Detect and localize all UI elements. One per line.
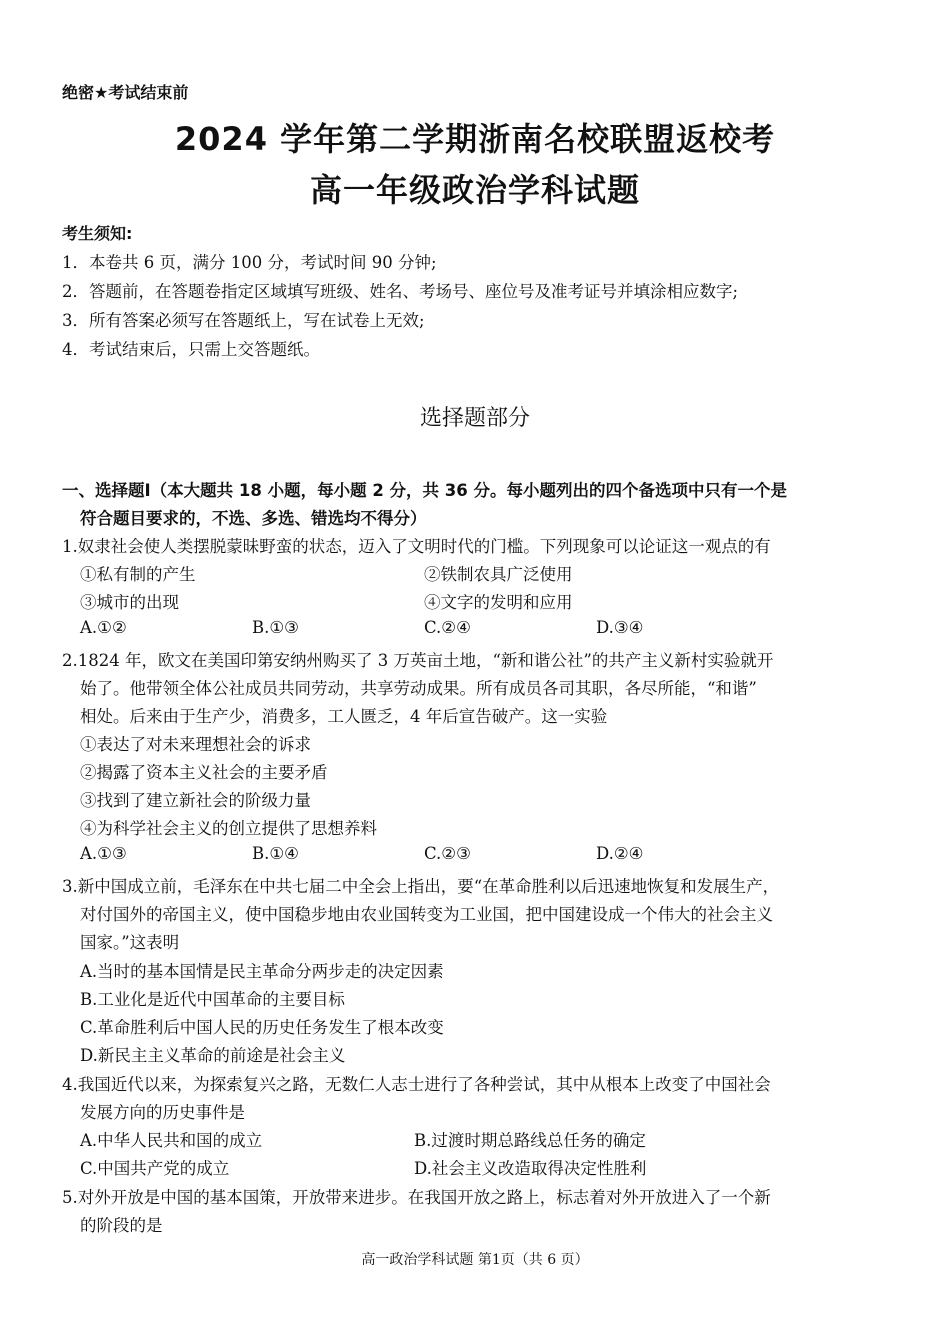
q1-statement-4: ④文字的发明和应用 xyxy=(424,593,573,612)
q2-stem: 2.1824 年，欧文在美国印第安纳州购买了 3 万英亩土地，“新和谐公社”的共产主义新村实验就开 xyxy=(62,651,774,670)
q1-option-c: C.②④ xyxy=(424,618,471,637)
confidential-label: 绝密★考试结束前 xyxy=(62,83,189,102)
q4-option-a: A.中华人民共和国的成立 xyxy=(80,1131,263,1150)
q2-stem-cont: 始了。他带领全体公社成员共同劳动，共享劳动成果。所有成员各司其职，各尽所能，“和谐” xyxy=(80,679,757,698)
q2-option-d: D.②④ xyxy=(596,844,644,863)
q4-stem: 4.我国近代以来，为探索复兴之路，无数仁人志士进行了各种尝试，其中从根本上改变了中国社会 xyxy=(62,1075,771,1094)
q2-option-a: A.①③ xyxy=(80,844,127,863)
q1-stem: 1.奴隶社会使人类摆脱蒙昧野蛮的状态，迈入了文明时代的门槛。下列现象可以论证这一观点的有 xyxy=(62,537,771,556)
notice-heading: 考生须知: xyxy=(62,224,133,243)
q1-statement-1: ①私有制的产生 xyxy=(80,565,196,584)
q2-statement-4: ④为科学社会主义的创立提供了思想养料 xyxy=(80,819,377,838)
q2-option-b: B.①④ xyxy=(252,844,299,863)
part-heading: 一、选择题Ⅰ（本大题共 18 小题，每小题 2 分，共 36 分。每小题列出的四个备选项中只有一个是 xyxy=(62,481,788,500)
q4-option-d: D.社会主义改造取得决定性胜利 xyxy=(414,1159,647,1178)
q4-option-c: C.中国共产党的成立 xyxy=(80,1159,230,1178)
q1-statement-3: ③城市的出现 xyxy=(80,593,179,612)
q2-option-c: C.②③ xyxy=(424,844,471,863)
q1-option-b: B.①③ xyxy=(252,618,299,637)
q1-option-d: D.③④ xyxy=(596,618,644,637)
exam-title-line1: 2024 学年第二学期浙南名校联盟返校考 xyxy=(174,120,776,158)
q2-statement-3: ③找到了建立新社会的阶级力量 xyxy=(80,791,311,810)
notice-item: 4．考试结束后，只需上交答题纸。 xyxy=(62,340,320,359)
notice-item: 2．答题前，在答题卷指定区域填写班级、姓名、考场号、座位号及准考证号并填涂相应数字; xyxy=(62,282,739,301)
section-title: 选择题部分 xyxy=(419,406,530,431)
part-heading-cont: 符合题目要求的，不选、多选、错选均不得分） xyxy=(80,509,427,528)
q1-option-a: A.①② xyxy=(80,618,127,637)
q3-option-a: A.当时的基本国情是民主革命分两步走的决定因素 xyxy=(80,962,444,981)
q3-stem-cont: 对付国外的帝国主义，使中国稳步地由农业国转变为工业国，把中国建设成一个伟大的社会主义 xyxy=(80,905,773,924)
notice-item: 1．本卷共 6 页，满分 100 分，考试时间 90 分钟; xyxy=(62,253,437,272)
page-footer: 高一政治学科试题 第1页（共 6 页） xyxy=(361,1252,589,1268)
q5-stem: 5.对外开放是中国的基本国策，开放带来进步。在我国开放之路上，标志着对外开放进入了一个新 xyxy=(62,1188,771,1207)
q2-statement-1: ①表达了对未来理想社会的诉求 xyxy=(80,735,311,754)
q3-option-c: C.革命胜利后中国人民的历史任务发生了根本改变 xyxy=(80,1018,444,1037)
q3-option-d: D.新民主主义革命的前途是社会主义 xyxy=(80,1046,346,1065)
q5-stem-cont: 的阶段的是 xyxy=(80,1216,163,1235)
exam-title-line2: 高一年级政治学科试题 xyxy=(309,171,640,209)
q3-option-b: B.工业化是近代中国革命的主要目标 xyxy=(80,990,345,1009)
q3-stem: 3.新中国成立前，毛泽东在中共七届二中全会上指出，要“在革命胜利以后迅速地恢复和发展生产， xyxy=(62,877,780,896)
q2-statement-2: ②揭露了资本主义社会的主要矛盾 xyxy=(80,763,328,782)
q4-stem-cont: 发展方向的历史事件是 xyxy=(80,1103,245,1122)
notice-item: 3．所有答案必须写在答题纸上，写在试卷上无效; xyxy=(62,311,425,330)
q2-stem-cont: 相处。后来由于生产少，消费多，工人匮乏，4 年后宣告破产。这一实验 xyxy=(80,707,608,726)
q1-statement-2: ②铁制农具广泛使用 xyxy=(424,565,573,584)
q3-stem-cont: 国家。”这表明 xyxy=(80,933,180,952)
q4-option-b: B.过渡时期总路线总任务的确定 xyxy=(414,1131,646,1150)
